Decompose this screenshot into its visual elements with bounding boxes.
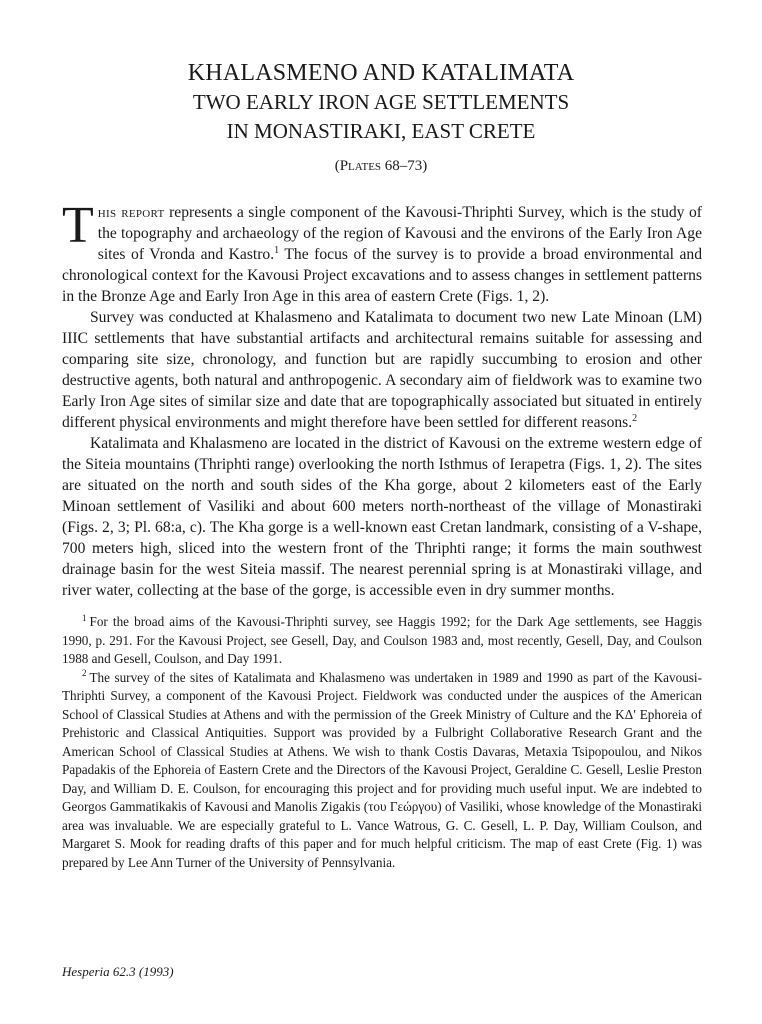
paragraph-1: [62, 197, 703, 307]
journal-citation: Hesperia 62.3 (1993): [62, 964, 174, 979]
paragraph-3: Katalimata and Khalasmeno are located in the district of Kavousi on the extreme western edge of the Siteia mountains (Thriphti range) overlooking the north Isthmus of Ierapetra (Figs. 1, 2). The sites are situated on the north and south sides of the Kha gorge, about 2 kilometers east of the Early Minoan settlement of Vasiliki and about 600 meters north-northeast of the village of Monastiraki (Figs. 2, 3; Pl. 68:a, c). The Kha gorge is a well-known east Cretan landmark, consisting of a V-shape, 700 meters high, sliced into the western front of the Thriphti range; it forms the main southwest drainage basin for the west Siteia massif. The nearest perennial spring is at Monastiraki village, and river water, collecting at the base of the gorge, is accessible even in dry summer months.: [62, 435, 702, 599]
plates-open-paren: (: [334, 158, 340, 174]
paragraph-1-text-a: represents a single component of the Kavousi-Thriphti Survey, which is the study of the topography and archaeology of the region of Kavousi and the environs of the Early Iron Age sites of Vronda and Kastro.: [97, 204, 702, 263]
footnote-1: [62, 613, 702, 669]
paragraph-2-text: Survey was conducted at Khalasmeno and Katalimata to document two new Late Minoan (LM) IIIC settlements that have substantial artifacts and architectural remains suitable for assessing and comparing site size, chronology, and function but are rapidly succumbing to erosion and other destructive agents, both natural and anthropogenic. A secondary aim of fieldwork was to examine two Early Iron Age sites of similar size and date that are topographically associated but situated in entirely different physical environments and might therefore have been settled for different reasons.: [62, 309, 702, 431]
plates-range: 68–73): [381, 158, 428, 174]
article-body: [62, 197, 703, 872]
footnote-text: The survey of the sites of Katalimata and Khalasmeno was undertaken in 1989 and 1990 as part of the Kavousi-Thriphti Survey, a component of the Kavousi Project. Fieldwork was conducted under the auspices of the American School of Classical Studies at Athens and with the permission of the Greek Ministry of Culture and the ΚΔ′ Ephoreia of Prehistoric and Classical Antiquities. Support was provided by a Fulbright Collaborative Research Grant and the American School of Classical Studies at Athens. We wish to thank Costis Davaras, Metaxia Tsipopoulou, and Nikos Papadakis of the Ephoreia of Eastern Crete and the Directors of the Kavousi Project, Geraldine C. Gesell, Leslie Preston Day, and William D. E. Coulson, for encouraging this project and for providing much useful input. We are indebted to Georgos Gammatikakis of Kavousi and Manolis Zigakis (του Γεώργου) of Vasiliki, whose knowledge of the Monastiraki area was invaluable. We are especially grateful to L. Vance Watrous, G. C. Gesell, L. P. Day, William Coulson, and Margaret S. Mook for reading drafts of this paper and for much helpful criticism. The map of east Crete (Fig. 1) was prepared by Lee Ann Turner of the University of Pennsylvania.: [62, 669, 702, 870]
footnote-2: [62, 669, 702, 873]
footnote-text: For the broad aims of the Kavousi-Thriphti survey, see Haggis 1992; for the Dark Age settlements, see Haggis 1990, p. 291. For the Kavousi Project, see Gesell, Day, and Coulson 1983 and, most recently, Gesell, Day, and Coulson 1988 and Gesell, Coulson, and Day 1991.: [62, 614, 702, 666]
article-subtitle-line1: TWO EARLY IRON AGE SETTLEMENTS: [192, 90, 570, 114]
lead-in-text: his report: [97, 204, 165, 221]
footnote-ref-1[interactable]: 1: [274, 244, 280, 256]
footnote-number: 2: [82, 668, 87, 679]
title-block: [0, 58, 762, 175]
plates-reference: [0, 158, 762, 175]
article-subtitle-line2: IN MONASTIRAKI, EAST CRETE: [226, 119, 536, 143]
footnotes: [62, 613, 702, 872]
drop-cap: T: [62, 197, 94, 254]
footnote-ref-2[interactable]: 2: [632, 412, 638, 424]
paragraph-1-text-b: The focus of the survey is to provide a broad environmental and chronological context for the Kavousi Project excavations and to assess changes in settlement patterns in the Bronze Age and Early Iron Age in this area of eastern Crete (Figs. 1, 2).: [62, 246, 703, 305]
paragraph-2: [62, 307, 702, 433]
footnote-number: 1: [82, 612, 87, 623]
plates-word: Plates: [339, 158, 382, 174]
article-title: KHALASMENO AND KATALIMATA: [187, 60, 575, 86]
